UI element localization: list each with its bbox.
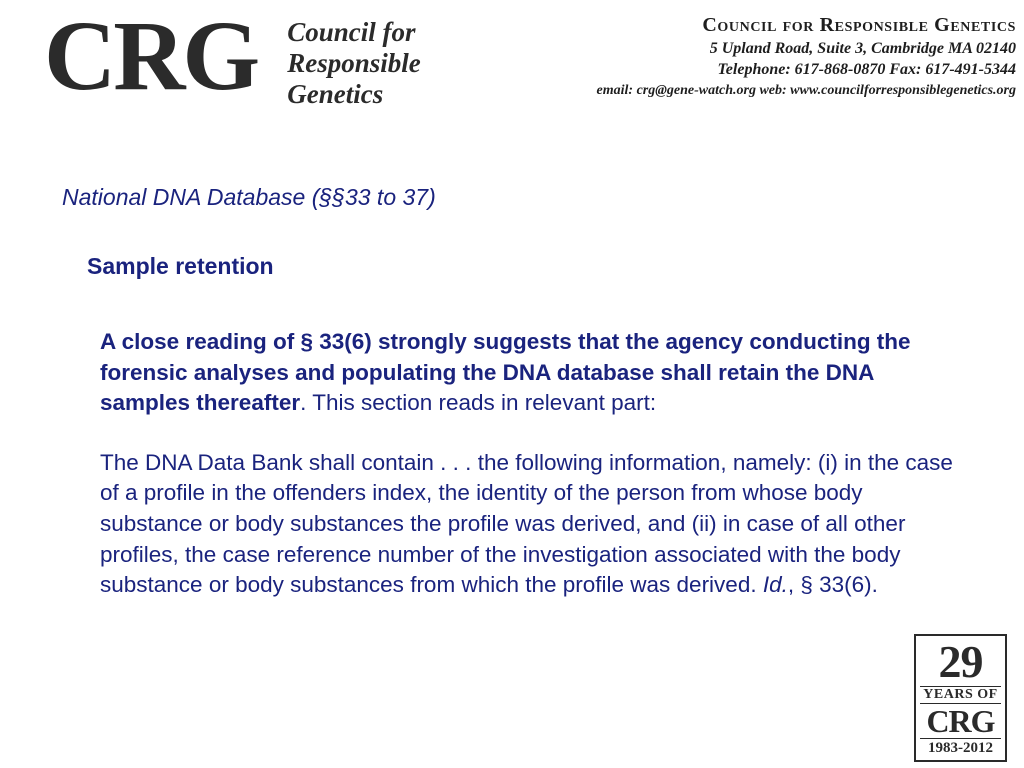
org-name: Council for Responsible Genetics (702, 14, 1016, 36)
quote-citation-italic: Id. (762, 572, 788, 598)
logo-mark: CRG (44, 0, 258, 111)
logo-line-2: Responsible (287, 48, 421, 78)
lead-paragraph (100, 327, 962, 419)
lead-rest-text: . This section reads in relevant part: (300, 390, 657, 416)
logo-wordmark (287, 17, 421, 110)
slide-body (100, 327, 962, 601)
badge-number: 29 (938, 636, 983, 687)
org-web: email: crg@gene-watch.org web: www.councilforresponsiblegenetics.org (596, 83, 1016, 98)
logo-line-1: Council for (287, 17, 416, 47)
org-address: 5 Upland Road, Suite 3, Cambridge MA 02140 (709, 40, 1016, 57)
badge-year-range: 1983-2012 (920, 738, 1001, 757)
logo-line-3: Genetics (287, 79, 384, 109)
anniversary-badge (914, 634, 1007, 762)
slide-title: National DNA Database (§§33 to 37) (62, 184, 436, 210)
slide-subheading: Sample retention (87, 253, 274, 279)
quote-main-text: The DNA Data Bank shall contain . . . the following information, namely: (i) in the case of a profile in the offenders index, the identity of the person from whose body substance or body substances the profile was derived, and (ii) in case of all other profiles, the case reference number of the investigation associated with the body substance or body substances from which the profile was derived. (100, 449, 953, 598)
crg-logo (44, 0, 421, 111)
badge-org: CRG (926, 703, 995, 739)
quote-paragraph (100, 448, 962, 601)
lead-bold-text: A close reading of § 33(6) strongly suggests that the agency conducting the forensic analyses and populating the DNA database shall retain the DNA samples thereafter (100, 329, 911, 416)
org-phone: Telephone: 617-868-0870 Fax: 617-491-5344 (717, 61, 1016, 78)
quote-citation-rest: , § 33(6). (787, 572, 878, 598)
badge-years-label: YEARS OF (920, 686, 1001, 704)
org-contact-block (597, 12, 1016, 101)
